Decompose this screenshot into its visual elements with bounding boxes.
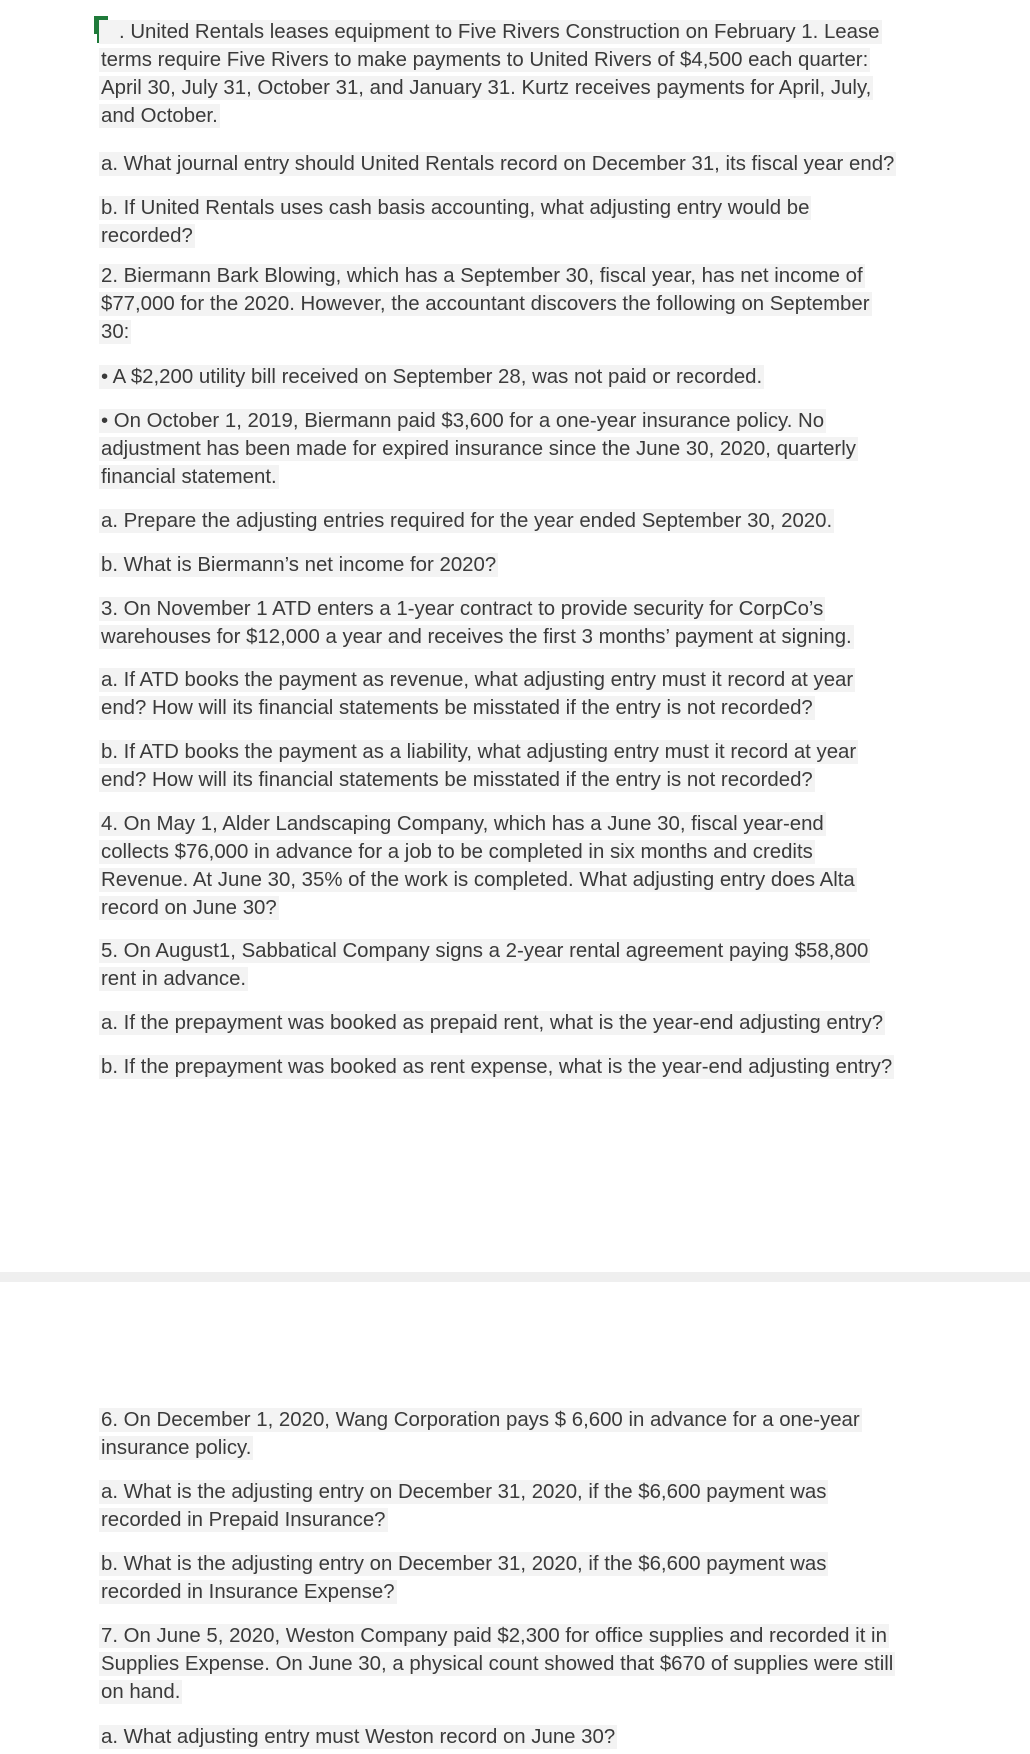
paragraph-q7-a bbox=[99, 1723, 929, 1751]
text-line-content: warehouses for $12,000 a year and receives the first 3 months’ payment at signing. bbox=[101, 626, 852, 648]
text-line-content: b. If United Rentals uses cash basis accounting, what adjusting entry would be bbox=[101, 197, 810, 219]
text-line bbox=[99, 937, 929, 965]
paragraph-q3-b bbox=[99, 738, 929, 794]
text-line-content: 2. Biermann Bark Blowing, which has a September 30, fiscal year, has net income of bbox=[101, 265, 863, 287]
text-line-content: 3. On November 1 ATD enters a 1-year contract to provide security for CorpCo’s bbox=[101, 598, 824, 620]
text-line-content: 5. On August1, Sabbatical Company signs a 2-year rental agreement paying $58,800 bbox=[101, 940, 869, 962]
text-line bbox=[99, 18, 929, 46]
paragraph-q6-a bbox=[99, 1478, 929, 1534]
text-line bbox=[99, 222, 929, 250]
text-line-content: April 30, July 31, October 31, and January 31. Kurtz receives payments for April, July, bbox=[101, 77, 872, 99]
paragraph-q3-a bbox=[99, 666, 929, 722]
text-line-content: a. What is the adjusting entry on December 31, 2020, if the $6,600 payment was bbox=[101, 1481, 827, 1503]
text-line-content: b. What is Biermann’s net income for 2020? bbox=[101, 554, 497, 576]
text-line-content: end? How will its financial statements be misstated if the entry is not recorded? bbox=[101, 697, 813, 719]
text-line bbox=[99, 102, 929, 130]
text-line bbox=[99, 74, 929, 102]
text-line bbox=[99, 194, 929, 222]
text-line-content: record on June 30? bbox=[101, 897, 277, 919]
text-line-content: b. What is the adjusting entry on December 31, 2020, if the $6,600 payment was bbox=[101, 1553, 827, 1575]
text-line-content: and October. bbox=[101, 105, 218, 127]
text-line-content: $77,000 for the 2020. However, the accountant discovers the following on September bbox=[101, 293, 870, 315]
text-line bbox=[99, 46, 929, 74]
text-line-content: recorded? bbox=[101, 225, 193, 247]
text-line bbox=[99, 1053, 929, 1081]
paragraph-q2-intro bbox=[99, 262, 929, 346]
document-page-bottom bbox=[0, 1282, 1030, 1754]
text-line-content: 30: bbox=[101, 321, 130, 343]
text-line bbox=[99, 150, 929, 178]
text-line bbox=[99, 666, 929, 694]
text-line-content: a. What adjusting entry must Weston record on June 30? bbox=[101, 1726, 616, 1748]
text-line-content: insurance policy. bbox=[101, 1437, 252, 1459]
paragraph-q5-b bbox=[99, 1053, 929, 1081]
paragraph-q6-b bbox=[99, 1550, 929, 1606]
text-line bbox=[99, 838, 929, 866]
text-line-content: recorded in Insurance Expense? bbox=[101, 1581, 395, 1603]
paragraph-q5-a bbox=[99, 1009, 929, 1037]
text-line bbox=[99, 766, 929, 794]
text-line bbox=[99, 1506, 929, 1534]
text-line-content: Supplies Expense. On June 30, a physical count showed that $670 of supplies were still bbox=[101, 1653, 894, 1675]
text-line-content: a. Prepare the adjusting entries required for the year ended September 30, 2020. bbox=[101, 510, 833, 532]
text-line bbox=[99, 407, 929, 435]
paragraph-q6-intro bbox=[99, 1406, 929, 1462]
text-line-content: b. If the prepayment was booked as rent expense, what is the year-end adjusting entry? bbox=[101, 1056, 893, 1078]
paragraph-q5-intro bbox=[99, 937, 929, 993]
text-line bbox=[99, 738, 929, 766]
paragraph-q2-b bbox=[99, 551, 929, 579]
text-line-content: recorded in Prepaid Insurance? bbox=[101, 1509, 386, 1531]
paragraph-q2-a bbox=[99, 507, 929, 535]
text-line bbox=[99, 1650, 929, 1678]
text-line bbox=[99, 894, 929, 922]
text-line-content: 4. On May 1, Alder Landscaping Company, which has a June 30, fiscal year-end bbox=[101, 813, 824, 835]
text-line-content: . United Rentals leases equipment to Five Rivers Construction on February 1. Lease bbox=[99, 20, 882, 44]
text-line-content: b. If ATD books the payment as a liability, what adjusting entry must it record at year bbox=[101, 741, 857, 763]
text-line bbox=[99, 965, 929, 993]
paragraph-q1-b bbox=[99, 194, 929, 250]
text-line-content: a. What journal entry should United Rentals record on December 31, its fiscal year end? bbox=[101, 153, 895, 175]
text-line-content: collects $76,000 in advance for a job to be completed in six months and credits bbox=[101, 841, 813, 863]
paragraph-q2-bullet-2 bbox=[99, 407, 929, 491]
text-line-content: on hand. bbox=[101, 1681, 181, 1703]
text-line-content: a. If the prepayment was booked as prepaid rent, what is the year-end adjusting entry? bbox=[101, 1012, 884, 1034]
text-line bbox=[99, 1478, 929, 1506]
text-line bbox=[99, 463, 929, 491]
paragraph-q7-intro bbox=[99, 1622, 929, 1706]
text-line bbox=[99, 1434, 929, 1462]
text-line bbox=[99, 551, 929, 579]
text-line bbox=[99, 595, 929, 623]
text-line bbox=[99, 290, 929, 318]
text-line-content: adjustment has been made for expired insurance since the June 30, 2020, quarterly bbox=[101, 438, 856, 460]
paragraph-q1-a bbox=[99, 150, 929, 178]
text-line bbox=[99, 1723, 929, 1751]
paragraph-q3-intro bbox=[99, 595, 929, 651]
text-line bbox=[99, 810, 929, 838]
text-line-content: 6. On December 1, 2020, Wang Corporation pays $ 6,600 in advance for a one-year bbox=[101, 1409, 860, 1431]
text-line-content: a. If ATD books the payment as revenue, what adjusting entry must it record at year bbox=[101, 669, 854, 691]
paragraph-q1-intro bbox=[99, 18, 929, 130]
text-line bbox=[99, 1622, 929, 1650]
text-line bbox=[99, 694, 929, 722]
text-line bbox=[99, 623, 929, 651]
text-line-content: terms require Five Rivers to make payments to United Rivers of $4,500 each quarter: bbox=[101, 49, 869, 71]
text-line bbox=[99, 866, 929, 894]
text-line-content: end? How will its financial statements be misstated if the entry is not recorded? bbox=[101, 769, 813, 791]
text-line bbox=[99, 318, 929, 346]
paragraph-q2-bullet-1 bbox=[99, 363, 929, 391]
text-line bbox=[99, 363, 929, 391]
paragraph-q4 bbox=[99, 810, 929, 922]
text-line bbox=[99, 435, 929, 463]
text-line bbox=[99, 1406, 929, 1434]
text-line bbox=[99, 1678, 929, 1706]
text-line bbox=[99, 262, 929, 290]
text-line-content: Revenue. At June 30, 35% of the work is completed. What adjusting entry does Alta bbox=[101, 869, 855, 891]
text-line-content: financial statement. bbox=[101, 466, 277, 488]
text-line bbox=[99, 1578, 929, 1606]
text-line-content: • On October 1, 2019, Biermann paid $3,600 for a one-year insurance policy. No bbox=[101, 410, 825, 432]
text-line bbox=[99, 1009, 929, 1037]
text-line bbox=[99, 507, 929, 535]
page-divider bbox=[0, 1272, 1030, 1282]
text-line-content: 7. On June 5, 2020, Weston Company paid $2,300 for office supplies and recorded it in bbox=[101, 1625, 887, 1647]
text-line bbox=[99, 1550, 929, 1578]
text-line-content: rent in advance. bbox=[101, 968, 247, 990]
text-line-content: • A $2,200 utility bill received on September 28, was not paid or recorded. bbox=[101, 366, 763, 388]
